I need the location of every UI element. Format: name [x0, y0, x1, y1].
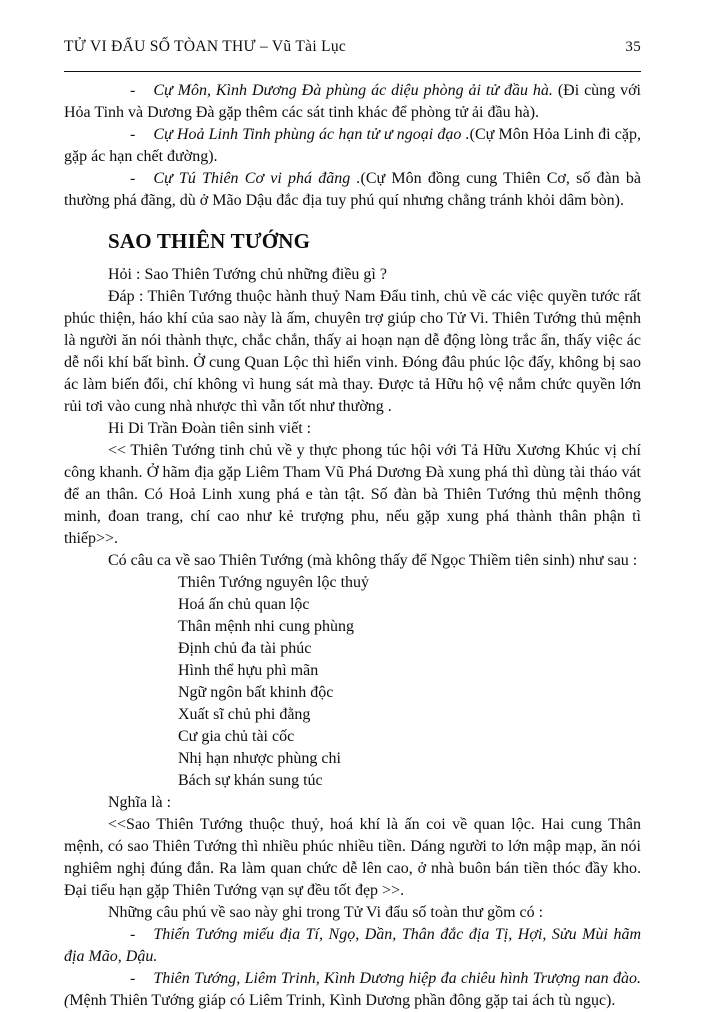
bullet-dash: - — [130, 970, 136, 987]
hi-di-quote: << Thiên Tướng tinh chủ về y thực phong túc hội với Tả Hữu Xương Khúc vị chí công khanh. Ở hãm địa gặp Liêm Tham Vũ Phá Dương Đà xung phá thì dùng tài tháo vát để an thân. Có Hoả Linh xung phá e tàn tật. Số đàn bà Thiên Tướng thủ mệnh thông minh, đoan trang, chí cao như kẻ trượng phu, nếu gặp xung phá thành thân phận tì thiếp>>. — [64, 442, 641, 547]
page-number: 35 — [625, 39, 641, 55]
qa-answer: Đáp : Thiên Tướng thuộc hành thuỷ Nam Đẩu tinh, chủ về các việc quyền tước rất phúc thiện, háo khí của sao này là ấm, chuyên trợ giúp cho Tử Vi. Thiên Tướng thủ mệnh là người ăn nói thành thực, chắc chắn, thấy ai hoạn nạn dễ động lòng trắc ẩn, thấy việc ác dễ nổi khí bất bình. Ở cung Quan Lộc thì hiển vinh. Đóng đâu phúc lộc đấy, không bị sao ác làm biến đổi, chí không vì hung sát mà thay. Được tả Hữu hộ vệ nắm chức quyền lớn rủi tơi vào cung nhà nhược thì vẫn tốt như thường . — [64, 288, 641, 415]
poem-line: Ngữ ngôn bất khinh độc — [178, 684, 334, 701]
poem-line: Cư gia chủ tài cốc — [178, 728, 295, 745]
bullet-phrase-italic: Cự Tú Thiên Cơ vi phá đãng . — [153, 170, 361, 187]
bullet-phrase-normal: Mệnh Thiên Tướng giáp có Liêm Trinh, Kình Dương phần đông gặp tai ách tù ngục). — [69, 992, 616, 1009]
bullet-phrase-italic: Cự Môn, Kình Dương Đà phùng ác diệu phòng ải tử đầu hà. — [153, 82, 553, 99]
poem-line: Thiên Tướng nguyên lộc thuỷ — [178, 574, 370, 591]
qa-question: Hỏi : Sao Thiên Tướng chủ những điều gì ? — [108, 266, 387, 283]
bullet-phrase-italic: Thiến Tướng miếu địa Tí, Ngọ, Dần, Thân đắc địa Tị, Hợi, Sửu Mùi hãm địa Mão, Dậu. — [64, 926, 641, 965]
poem-line: Thân mệnh nhi cung phùng — [178, 618, 354, 635]
poem-line: Hình thể hựu phì mãn — [178, 662, 319, 679]
nghia-text: <<Sao Thiên Tướng thuộc thuỷ, hoá khí là ấn coi về quan lộc. Hai cung Thân mệnh, có sao Thiên Tướng thì nhiều phúc nhiều tiền. Dáng người to lớn mập mạp, ăn nói nghiêm nghị đúng đắn. Ra làm quan chức dễ lên cao, ở nhà buôn bán tiền thóc đầy kho. Đại tiểu hạn gặp Thiên Tướng vạn sự đều tốt đẹp >>. — [64, 816, 641, 899]
poem-line: Nhị hạn nhược phùng chi — [178, 750, 341, 767]
bullet-dash: - — [130, 82, 136, 99]
poem-line: Hoá ấn chủ quan lộc — [178, 596, 310, 613]
bullet-dash: - — [130, 126, 136, 143]
bullet-item — [64, 924, 641, 968]
bullet-item — [64, 968, 641, 1012]
poem-line: Xuất sĩ chủ phi đằng — [178, 706, 311, 723]
page-header — [64, 36, 641, 72]
bullet-item — [64, 80, 641, 124]
bullet-dash: - — [130, 170, 136, 187]
running-title: TỬ VI ĐẨU SỐ TÒAN THƯ – Vũ Tài Lục — [64, 38, 347, 55]
nghia-intro: Nghĩa là : — [108, 794, 172, 811]
poem-line: Bách sự khán sung túc — [178, 772, 323, 789]
bullet-item — [64, 168, 641, 212]
ca-intro: Có câu ca về sao Thiên Tướng (mà không thấy để Ngọc Thiềm tiên sinh) như sau : — [108, 552, 638, 569]
bullet-item — [64, 124, 641, 168]
bullet-phrase-normal: (Đi cùng với Hỏa Tinh và Dương Đà gặp thêm các sát tinh khác để phòng tử ải đầu hà). — [64, 82, 641, 121]
bullet-phrase-italic: Cự Hoả Linh Tinh phùng ác hạn tử ư ngoại đạo . — [153, 126, 470, 143]
hi-di-intro: Hi Di Trần Đoàn tiên sinh viết : — [108, 420, 312, 437]
bullet-phrase-normal: (Cự Môn đồng cung Thiên Cơ, số đàn bà thường phá đãng, dù ở Mão Dậu đắc địa tuy phú quí nhưng chẳng tránh khỏi dâm bòn). — [64, 170, 642, 209]
poem-block — [64, 572, 641, 792]
poem-line: Định chủ đa tài phúc — [178, 640, 312, 657]
bullet-phrase-italic: Thiên Tướng, Liêm Trinh, Kình Dương hiệp đa chiêu hình Trượng nan đào. ( — [64, 970, 641, 1009]
section-heading: SAO THIÊN TƯỚNG — [108, 229, 311, 253]
bullet-phrase-normal: (Cự Môn Hỏa Linh đi cặp, gặp ác hạn chết đường). — [64, 126, 642, 165]
phu-intro: Những câu phú về sao này ghi trong Tử Vi đẩu số toàn thư gồm có : — [108, 904, 544, 921]
bullet-dash: - — [130, 926, 136, 943]
